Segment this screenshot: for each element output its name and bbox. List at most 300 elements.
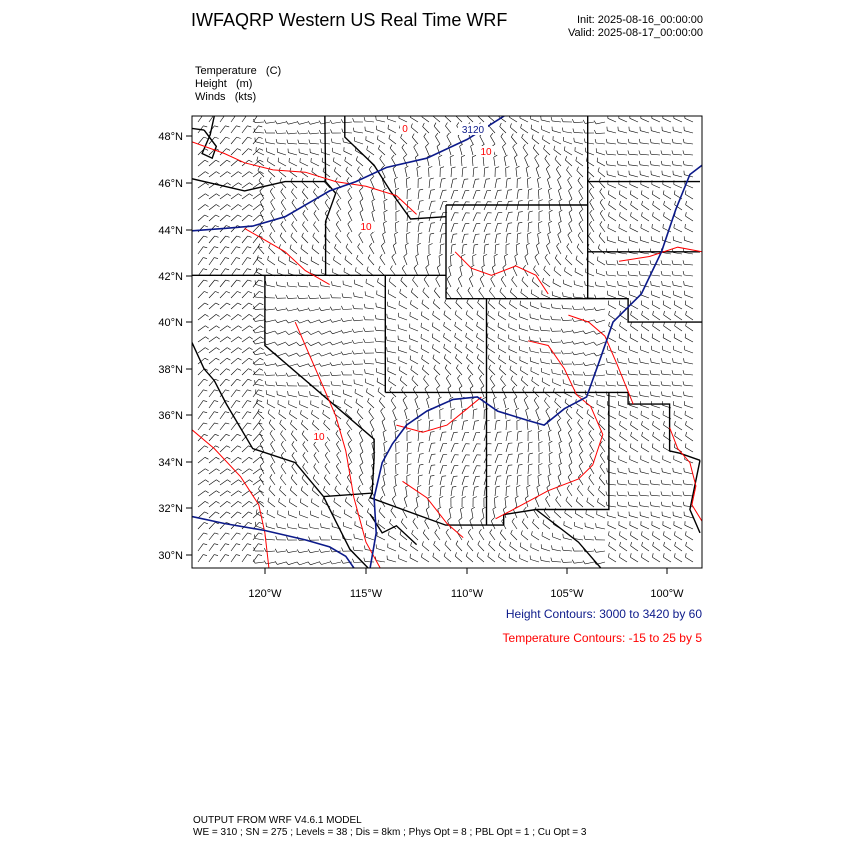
wind-barb-feather (685, 443, 686, 447)
wind-barb-feather (356, 399, 357, 403)
wind-barb-feather (628, 161, 629, 165)
wind-barb-feather (290, 486, 291, 490)
wind-barb-feather (650, 139, 651, 143)
wind-barb (521, 534, 528, 540)
wind-barb (462, 202, 466, 210)
wind-barb (376, 352, 385, 353)
wind-barb (565, 160, 572, 166)
wind-barb (541, 307, 550, 309)
wind-barb (460, 509, 462, 518)
wind-barb-feather (311, 498, 312, 502)
wind-barb (484, 179, 486, 188)
wind-barb (384, 465, 385, 474)
wind-barb (360, 444, 363, 452)
wind-barb-feather (249, 358, 253, 360)
wind-barb-feather (360, 441, 363, 444)
wind-barb (299, 122, 308, 124)
wind-barb-feather (400, 531, 401, 535)
wind-barb-feather (260, 348, 263, 350)
wind-barb-feather (413, 277, 415, 280)
wind-barb (412, 137, 418, 144)
wind-barb (402, 148, 407, 155)
wind-barb (209, 491, 216, 496)
wind-barb-feather (205, 194, 208, 196)
wind-barb (209, 160, 216, 166)
wind-barb-feather (618, 358, 619, 362)
wind-barb-feather (270, 232, 272, 235)
wind-barb (277, 133, 286, 134)
wind-barb-feather (387, 314, 388, 318)
wind-barb (576, 161, 583, 166)
wind-barb (393, 169, 396, 178)
wind-barb-feather (247, 412, 251, 413)
wind-barb (684, 506, 693, 507)
wind-barb (231, 544, 236, 551)
wind-barb (685, 118, 693, 122)
wind-barb (410, 339, 418, 342)
wind-barb-feather (275, 121, 277, 124)
wind-barb (556, 169, 561, 177)
wind-barb (323, 414, 330, 419)
wind-barb (629, 275, 638, 276)
wind-barb (675, 216, 683, 221)
wind-barb (510, 127, 517, 133)
wind-barb-feather (518, 189, 522, 190)
wind-barb-feather (275, 331, 278, 334)
wind-barb-feather (266, 281, 267, 285)
wind-barb-feather (650, 150, 651, 154)
wind-barb (242, 423, 248, 430)
wind-barb-feather (392, 254, 395, 257)
wind-barb (401, 281, 407, 288)
wind-barb (444, 556, 451, 562)
wind-barb-feather (288, 391, 289, 395)
wind-barb (242, 348, 249, 353)
wind-barb (253, 236, 259, 243)
wind-barb (299, 309, 308, 311)
wind-barb (321, 286, 330, 287)
wind-barb (277, 320, 286, 323)
wind-barb (673, 285, 682, 287)
wind-barb-feather (606, 491, 607, 495)
wind-barb (267, 342, 276, 345)
wind-barb-feather (383, 474, 386, 476)
wind-barb-feather (278, 158, 279, 162)
wind-barb-feather (628, 260, 629, 264)
wind-barb-feather (599, 178, 601, 182)
wind-barb-feather (539, 221, 543, 223)
wind-barb (684, 143, 693, 144)
wind-barb (577, 247, 583, 254)
wind-barb-feather (590, 199, 593, 202)
wind-barb-feather (468, 287, 470, 290)
wind-barb-feather (584, 381, 585, 385)
wind-barb (314, 203, 319, 210)
wind-barb (411, 292, 418, 298)
wind-barb (462, 213, 466, 221)
wind-barb (651, 472, 660, 474)
wind-barb (242, 205, 249, 211)
wind-barb-feather (486, 179, 490, 180)
wind-barb-feather (477, 311, 478, 315)
wind-barb-feather (483, 397, 487, 399)
wind-barb-feather (498, 311, 499, 315)
wind-barb (630, 525, 638, 529)
wind-barb (520, 370, 528, 375)
wind-barb (277, 286, 286, 287)
wind-barb (455, 326, 462, 331)
wind-barb (675, 425, 683, 430)
wind-barb-feather (619, 334, 620, 338)
wind-barb (407, 454, 408, 463)
wind-barb-feather (608, 224, 609, 228)
wind-barb (292, 203, 297, 210)
wind-barb (576, 501, 583, 507)
wind-barb (380, 258, 385, 265)
wind-barb-feather (259, 533, 263, 534)
wind-barb-feather (488, 299, 490, 303)
wind-barb (663, 305, 671, 309)
wind-barb-feather (562, 128, 563, 132)
wind-barb-feather (431, 432, 435, 433)
wind-barb (451, 245, 452, 254)
wind-barb (640, 516, 649, 518)
wind-barb (383, 234, 386, 243)
wind-barb (607, 275, 616, 276)
wind-barb-feather (639, 150, 640, 154)
wind-barb (684, 165, 693, 166)
wind-barb (554, 270, 561, 276)
wind-barb (198, 314, 205, 320)
wind-barb (530, 329, 539, 331)
wind-barb (209, 194, 216, 199)
wind-barb (674, 350, 682, 353)
wind-barb-feather (276, 382, 277, 386)
wind-barb-feather (314, 452, 316, 455)
wind-barb-feather (335, 244, 337, 248)
wind-barb-feather (432, 322, 433, 326)
wind-barb-feather (652, 531, 653, 535)
wind-barb-feather (458, 276, 461, 279)
wind-barb (321, 551, 330, 552)
wind-barb (369, 500, 375, 507)
wind-barb (536, 411, 539, 419)
wind-barb-feather (464, 421, 468, 422)
wind-barb-feather (324, 420, 326, 424)
wind-barb-feather (215, 434, 219, 435)
wind-barb-feather (258, 258, 262, 259)
wind-barb (547, 488, 550, 496)
wind-barb-feather (352, 559, 354, 563)
lat-label: 32°N (158, 503, 183, 515)
wind-barb-feather (554, 388, 555, 392)
wind-barb-feather (561, 340, 563, 344)
wind-barb (198, 390, 203, 397)
wind-barb (432, 326, 440, 331)
wind-barb-feather (469, 276, 472, 279)
wind-barb (631, 546, 638, 551)
wind-barb (527, 487, 528, 496)
wind-barb (640, 472, 649, 474)
wind-barb (231, 314, 238, 320)
wind-barb-feather (369, 166, 371, 169)
wind-barb (383, 432, 385, 441)
wind-barb (343, 342, 352, 344)
wind-barb-feather (347, 232, 349, 235)
wind-barb (310, 298, 319, 299)
wind-barb (290, 424, 297, 430)
wind-barb-feather (335, 233, 337, 236)
wind-barb-feather (308, 295, 310, 299)
wind-barb-feather (269, 486, 271, 490)
wind-barb (514, 510, 518, 518)
wind-barb (360, 466, 363, 474)
wind-barb (473, 191, 476, 199)
wind-barb (498, 338, 506, 342)
wind-barb-feather (368, 398, 370, 402)
wind-barb-feather (672, 139, 673, 143)
wind-barb-feather (639, 139, 640, 143)
wind-barb-feather (383, 221, 386, 223)
wind-barb (509, 117, 517, 122)
wind-barb-feather (517, 420, 521, 422)
wind-barb (504, 399, 506, 408)
wind-barb (242, 501, 249, 507)
wind-barb-feather (475, 486, 479, 487)
wind-barb (411, 127, 418, 133)
wind-barb (493, 399, 495, 408)
wind-barb-feather (442, 476, 446, 477)
wind-barb-feather (463, 167, 467, 168)
wind-barb (674, 405, 683, 408)
wind-barb (599, 478, 605, 485)
wind-barb (220, 434, 226, 441)
wind-barb (255, 539, 264, 541)
wind-barb (495, 421, 496, 430)
wind-barb-feather (498, 345, 499, 349)
wind-barb-feather (489, 365, 491, 369)
wind-barb (472, 157, 473, 166)
wind-barb (609, 425, 617, 430)
wind-barb-feather (598, 498, 599, 502)
wind-barb-feather (554, 267, 555, 271)
wind-barb-feather (618, 468, 619, 472)
wind-barb (366, 283, 374, 287)
wind-barb-feather (515, 254, 518, 256)
wind-barb-feather (363, 339, 365, 343)
wind-barb (565, 271, 573, 276)
wind-barb-feather (620, 201, 621, 205)
wind-barb (663, 557, 671, 562)
wind-barb-feather (519, 212, 523, 213)
wind-barb-feather (437, 144, 440, 147)
wind-barb (523, 148, 528, 156)
wind-barb (268, 413, 275, 419)
wind-barb-feather (292, 199, 294, 202)
wind-barb (242, 446, 249, 452)
wind-barb (538, 432, 539, 441)
wind-barb (662, 484, 671, 485)
wind-barb (640, 362, 649, 364)
wind-barb (198, 205, 205, 211)
wind-barb-feather (419, 189, 423, 190)
wind-barb-feather (363, 328, 365, 332)
wind-barb (231, 247, 236, 254)
wind-barb (619, 350, 627, 353)
wind-barb-feather (508, 190, 512, 191)
wind-barb-feather (515, 496, 518, 498)
wind-barb (288, 551, 297, 553)
wind-barb-feather (236, 544, 240, 545)
wind-barb (563, 342, 572, 343)
wind-barb (653, 315, 660, 320)
wind-barb-feather (527, 485, 531, 487)
wind-barb (619, 525, 627, 529)
wind-barb (567, 422, 572, 430)
wind-barb (242, 491, 249, 496)
wind-barb-feather (331, 129, 333, 133)
wind-barb (664, 216, 672, 221)
wind-barb-feather (617, 139, 618, 143)
wind-barb (662, 165, 671, 166)
wind-barb (541, 560, 550, 562)
wind-barb-feather (499, 300, 500, 304)
wind-barb (354, 374, 363, 375)
wind-barb (618, 374, 627, 375)
wind-barb (574, 342, 583, 344)
wind-barb (325, 467, 330, 474)
wind-barb (366, 383, 374, 386)
wind-barb (640, 154, 649, 155)
wind-barb-feather (412, 376, 414, 380)
wind-barb-feather (664, 311, 665, 315)
wind-barb (514, 157, 517, 166)
wind-barb (311, 515, 319, 518)
wind-barb (575, 151, 583, 155)
wind-barb (413, 522, 418, 529)
wind-barb (585, 285, 594, 287)
wind-barb (506, 432, 508, 441)
wind-barb (406, 487, 407, 496)
wind-barb-feather (370, 419, 373, 422)
wind-barb-feather (631, 201, 632, 205)
wind-barb (231, 480, 238, 485)
wind-barb-feather (496, 420, 500, 421)
wind-barb (220, 291, 226, 298)
wind-barb (231, 236, 237, 243)
wind-barb (312, 248, 319, 254)
wind-barb-feather (639, 370, 640, 374)
wind-barb (618, 165, 627, 166)
wind-barb-feather (579, 199, 582, 202)
wind-barb (371, 235, 374, 243)
wind-barb-feather (549, 210, 553, 212)
wind-barb (662, 395, 671, 397)
wind-barb-feather (653, 432, 654, 436)
wind-barb-feather (380, 155, 382, 158)
wind-barb (310, 528, 319, 530)
wind-barb (422, 304, 429, 310)
wind-barb-feather (639, 480, 640, 484)
wind-barb (404, 499, 407, 508)
wind-barb-feather (446, 375, 449, 378)
wind-barb-feather (628, 139, 629, 143)
wind-barb-feather (555, 398, 557, 402)
wind-barb-feather (382, 485, 385, 488)
wind-barb (618, 472, 627, 474)
wind-barb (253, 247, 258, 254)
wind-barb-feather (606, 139, 607, 143)
wind-barb (619, 338, 627, 342)
wind-barb (686, 315, 693, 320)
lon-label: 120°W (248, 588, 282, 600)
wind-barb-feather (551, 117, 552, 121)
wind-barb (429, 443, 431, 452)
wind-barb (607, 175, 616, 177)
wind-barb-feather (297, 549, 299, 552)
wind-barb (310, 395, 319, 397)
wind-barb (357, 412, 363, 419)
wind-barb-feather (684, 281, 685, 285)
wind-barb-feather (453, 179, 457, 180)
wind-barb-feather (589, 474, 591, 477)
wind-barb (597, 273, 606, 276)
wind-barb-feather (675, 421, 676, 425)
wind-barb-feather (353, 370, 354, 374)
wind-barb (662, 264, 671, 265)
wind-barb-feather (419, 222, 423, 223)
wind-barb (310, 562, 319, 565)
wind-barb-feather (448, 386, 451, 389)
wind-barb-feather (205, 303, 209, 305)
wind-barb (533, 391, 539, 398)
wind-barb-feather (565, 156, 567, 160)
wind-barb (259, 477, 264, 485)
wind-barb (358, 247, 363, 254)
wind-barb (509, 360, 517, 365)
wind-barb (256, 394, 264, 398)
wind-barb (472, 509, 474, 518)
wind-barb-feather (597, 257, 598, 261)
wind-barb-feather (249, 194, 252, 196)
wind-barb-feather (422, 365, 424, 369)
wind-barb-feather (364, 304, 365, 308)
wind-barb (456, 368, 462, 375)
wind-barb (579, 191, 583, 199)
wind-barb-feather (289, 257, 290, 261)
wind-barb (641, 295, 649, 298)
wind-barb-feather (423, 530, 425, 534)
wind-barb (588, 489, 594, 496)
wind-barb-feather (455, 322, 456, 326)
wind-barb (673, 484, 682, 485)
wind-barb (652, 557, 660, 562)
wind-barb-feather (396, 463, 400, 465)
wind-barb (267, 404, 275, 408)
wind-barb (322, 353, 331, 356)
wind-barb (569, 455, 572, 464)
wind-barb-feather (249, 172, 252, 174)
wind-barb-feather (641, 190, 642, 194)
wind-barb-feather (456, 299, 458, 303)
wind-barb-feather (280, 486, 282, 490)
wind-barb-feather (238, 194, 241, 196)
wind-barb-feather (619, 443, 620, 447)
wind-barb (536, 245, 539, 254)
wind-barb-feather (556, 166, 558, 169)
wind-barb (473, 487, 475, 496)
wind-barb-feather (312, 486, 313, 490)
